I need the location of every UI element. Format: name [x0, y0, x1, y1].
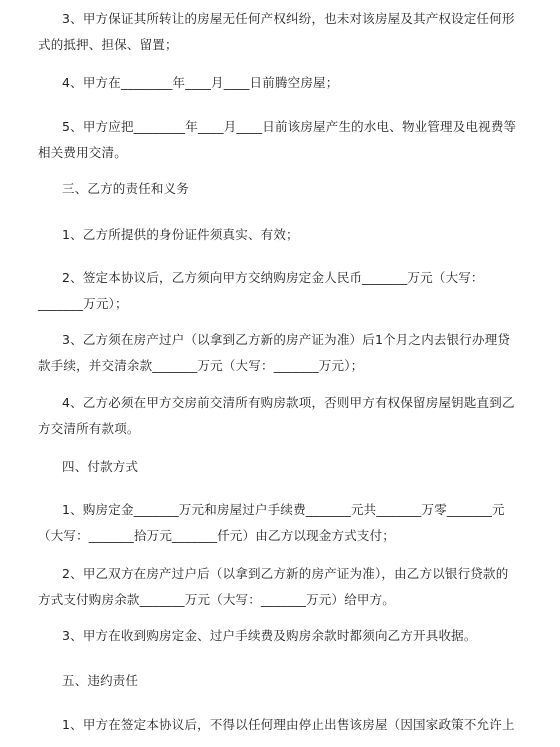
- section-heading-breach: 五、违约责任: [62, 673, 139, 688]
- clause-buyer-4: 4、乙方必须在甲方交房前交清所有购房款项，否则甲方有权保留房屋钥匙直到乙方交清所有款项。: [38, 395, 515, 436]
- clause-payment-1: 1、购房定金_______万元和房屋过户手续费_______元共_______万零_______元（大写：_______拾万元_______仟元）由乙方以现金方式支付；: [38, 502, 505, 543]
- clause-buyer-2: 2、签定本协议后，乙方须向甲方交纳购房定金人民币_______万元（大写：_______万元）；: [38, 270, 484, 311]
- clause-payment-3: 3、甲方在收到购房定金、过户手续费及购房余款时都须向乙方开具收据。: [62, 628, 477, 643]
- clause-seller-5: 5、甲方应把________年____月____日前该房屋产生的水电、物业管理及电视费等相关费用交清。: [38, 119, 517, 160]
- section-heading-payment: 四、付款方式: [62, 459, 139, 474]
- clause-buyer-1: 1、乙方所提供的身份证件须真实、有效；: [62, 227, 299, 242]
- clause-seller-4: 4、甲方在________年____月____日前腾空房屋；: [62, 75, 339, 90]
- clause-buyer-3: 3、乙方须在房产过户（以拿到乙方新的房产证为准）后1个月之内去银行办理贷款手续，并交清余款_______万元（大写：_______万元）；: [38, 332, 511, 373]
- clause-breach-1: 1、甲方在签定本协议后，不得以任何理由停止出售该房屋（因国家政策不允许上: [62, 717, 515, 732]
- clause-payment-2: 2、甲乙双方在房产过户后（以拿到乙方新的房产证为准），由乙方以银行贷款的方式支付购房余款_______万元（大写：_______万元）给甲方。: [38, 566, 509, 607]
- clause-seller-3: 3、甲方保证其所转让的房屋无任何产权纠纷，也未对该房屋及其产权设定任何形式的抵押、担保、留置；: [38, 11, 515, 52]
- section-heading-buyer-duties: 三、乙方的责任和义务: [62, 181, 190, 196]
